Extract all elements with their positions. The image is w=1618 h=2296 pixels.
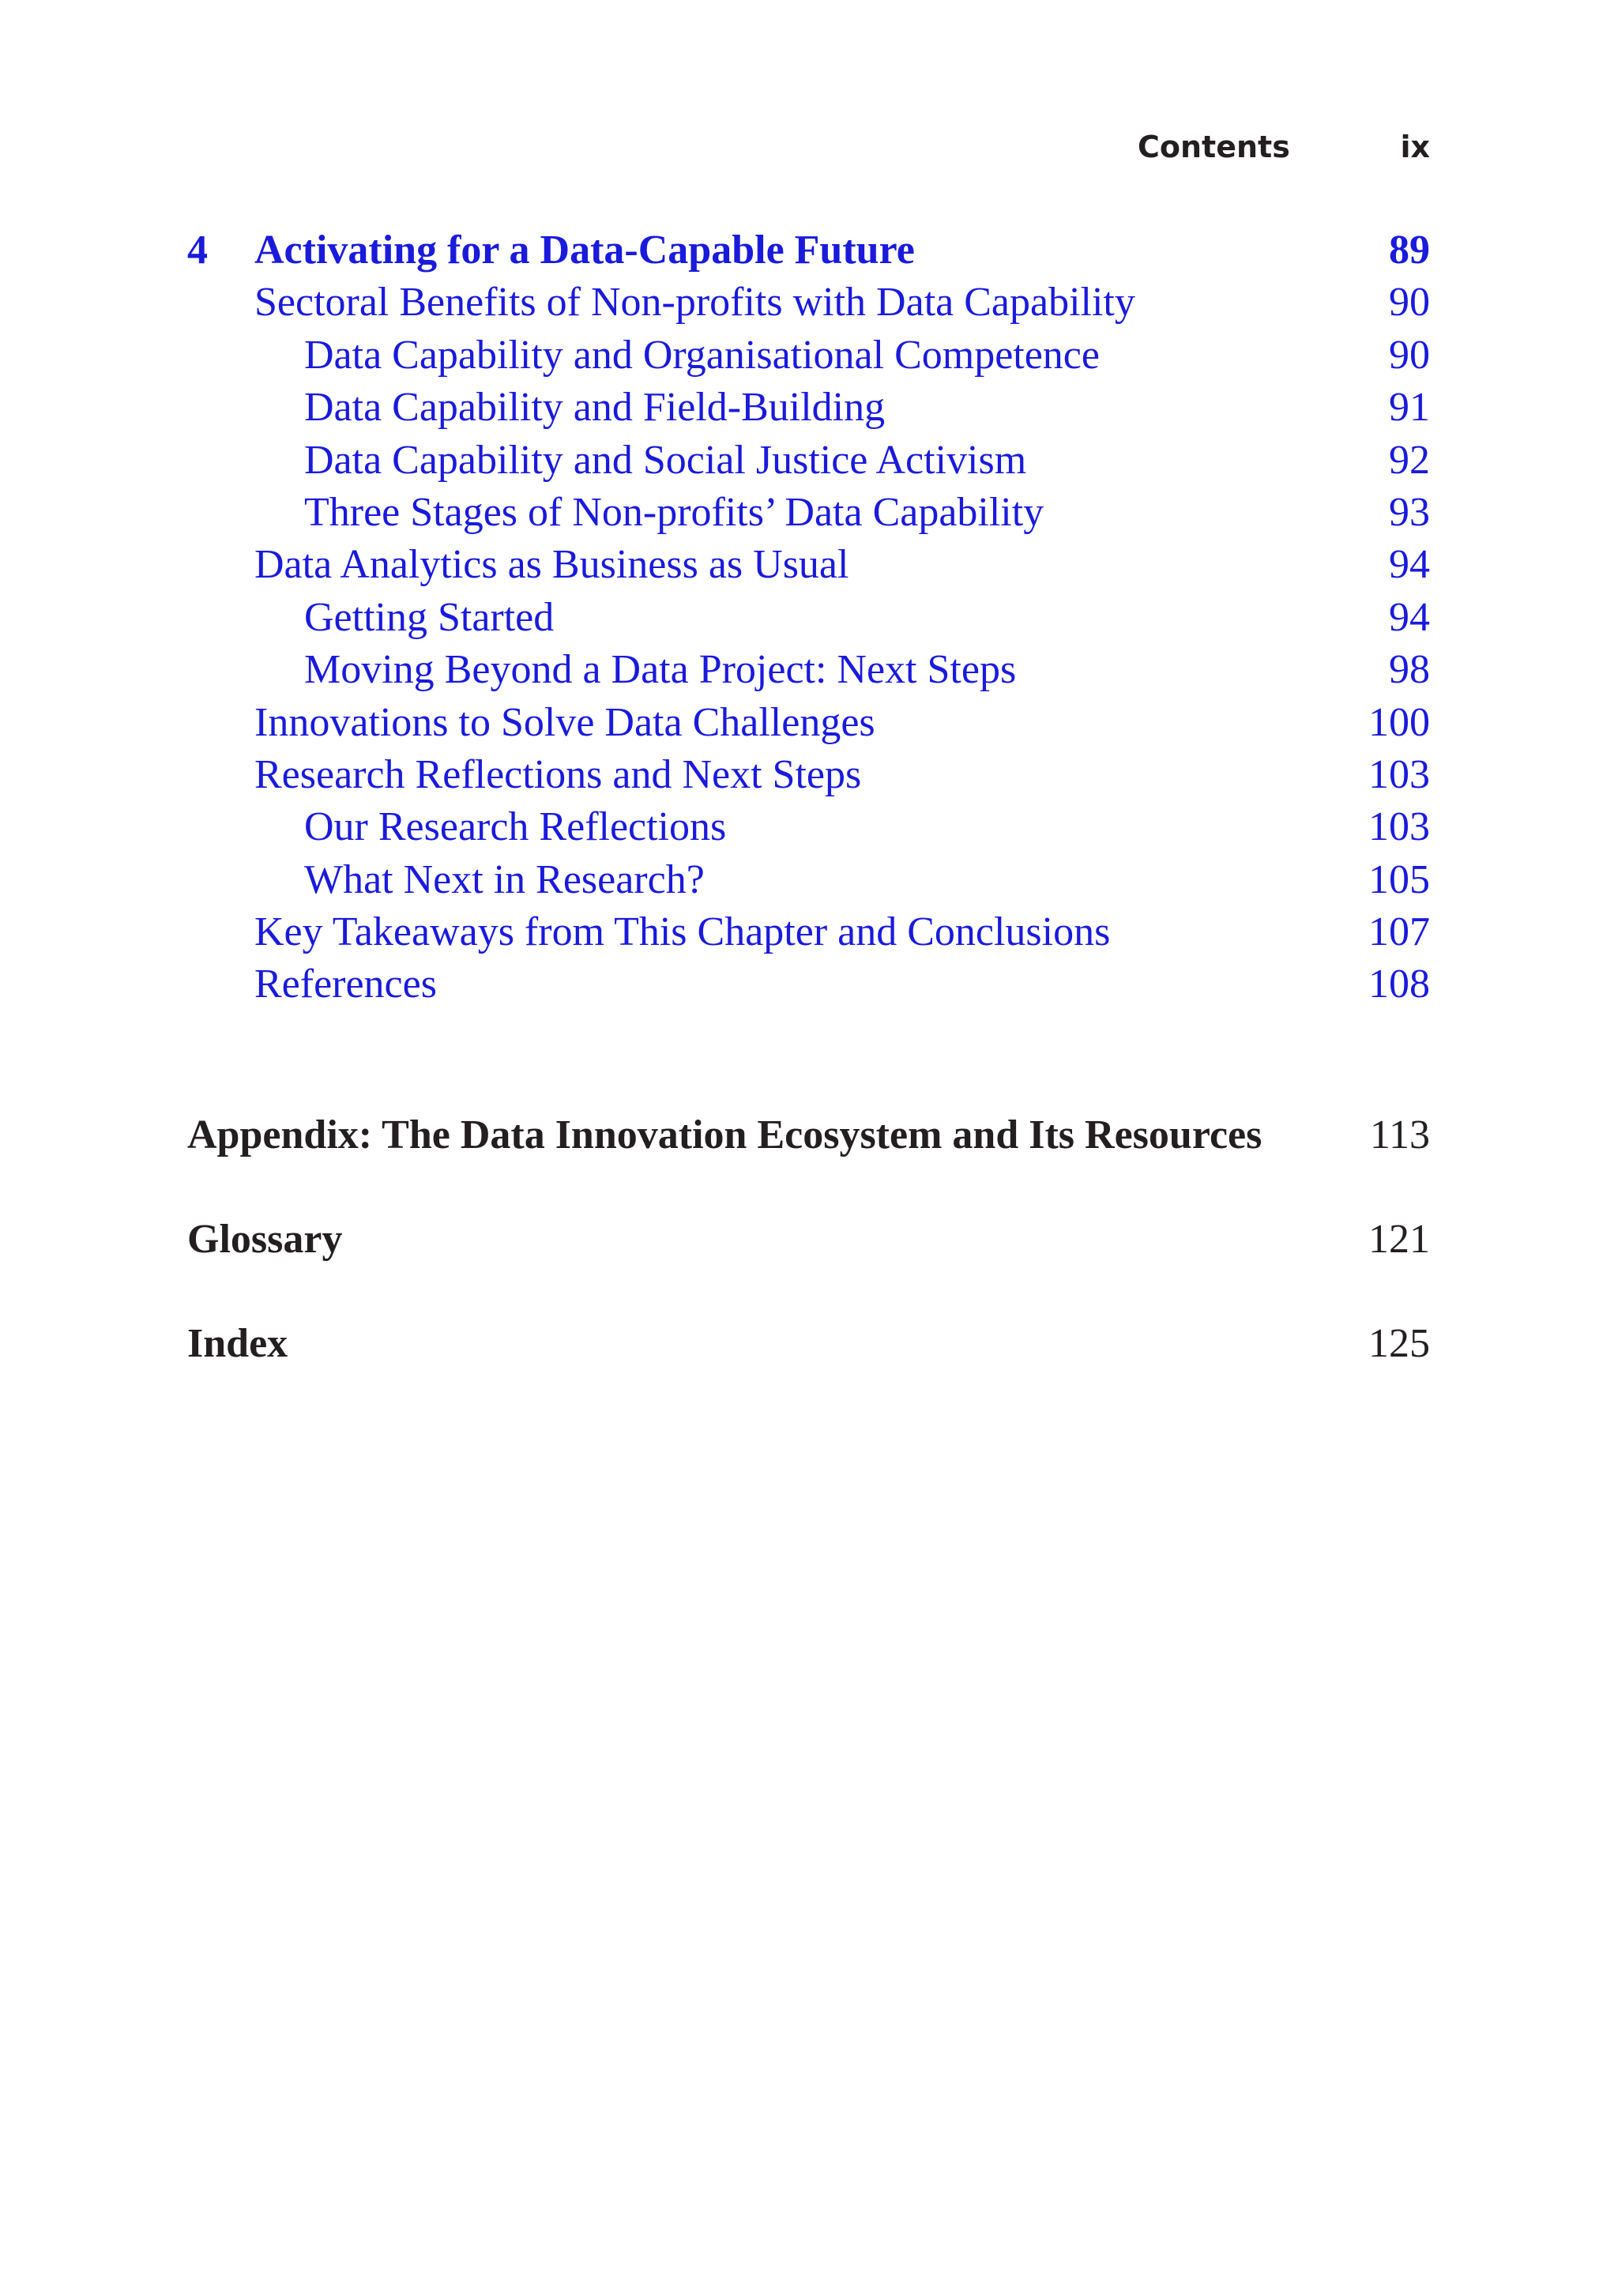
toc-entry-page: 90 — [1389, 280, 1430, 326]
toc-entry-label: Three Stages of Non-profits’ Data Capability — [304, 489, 1044, 535]
toc-entry-page: 93 — [1389, 489, 1430, 535]
toc-entry-page: 92 — [1389, 437, 1430, 483]
back-matter-entry-index — [187, 1318, 1430, 1370]
toc-section-entry[interactable] — [187, 277, 1430, 329]
toc-entry-page: 103 — [1368, 804, 1430, 850]
back-matter-label: Appendix: The Data Innovation Ecosystem and Its Resources — [187, 1112, 1262, 1157]
toc-entry-page: 103 — [1368, 751, 1430, 797]
toc-entry-label: Data Analytics as Business as Usual — [254, 542, 849, 588]
toc-subsection-entry[interactable] — [187, 592, 1430, 644]
back-matter-page: 113 — [1369, 1112, 1430, 1157]
chapter-title: Activating for a Data-Capable Future — [254, 228, 915, 273]
toc-section-entry[interactable] — [187, 906, 1430, 958]
toc-entry-label: Sectoral Benefits of Non-profits with Data Capability — [254, 280, 1135, 326]
back-matter-page: 125 — [1368, 1321, 1430, 1366]
running-head-page-number: ix — [1400, 130, 1430, 164]
toc-entry-label: Moving Beyond a Data Project: Next Steps — [304, 647, 1017, 693]
toc-entry-label: Data Capability and Organisational Competence — [304, 332, 1100, 378]
toc-subsection-entry[interactable] — [187, 487, 1430, 539]
toc-entry-label: Key Takeaways from This Chapter and Conclusions — [254, 909, 1111, 955]
chapter-number: 4 — [187, 228, 208, 273]
toc-entry-label: What Next in Research? — [304, 856, 705, 902]
toc-entry-page: 105 — [1368, 856, 1430, 902]
toc-subsection-entry[interactable] — [187, 382, 1430, 434]
toc-subsection-entry[interactable] — [187, 854, 1430, 906]
toc-entry-label: Innovations to Solve Data Challenges — [254, 699, 875, 745]
running-head-title: Contents — [1138, 130, 1290, 164]
back-matter-page: 121 — [1368, 1217, 1430, 1262]
toc-entry-page: 100 — [1368, 699, 1430, 745]
back-matter-label: Index — [187, 1321, 288, 1366]
chapter-page: 89 — [1389, 228, 1430, 273]
toc-entry-page: 98 — [1389, 647, 1430, 693]
back-matter-entry-glossary — [187, 1214, 1430, 1266]
toc-entry-label: Getting Started — [304, 594, 555, 640]
back-matter-label: Glossary — [187, 1217, 343, 1262]
toc-chapter-entry[interactable] — [187, 224, 1430, 277]
toc-section-entry[interactable] — [187, 749, 1430, 801]
running-head — [1138, 125, 1430, 169]
toc-section-entry[interactable] — [187, 697, 1430, 749]
toc-entry-page: 94 — [1389, 594, 1430, 640]
toc-section-entry[interactable] — [187, 958, 1430, 1011]
toc-entry-page: 107 — [1368, 909, 1430, 955]
toc-subsection-entry[interactable] — [187, 801, 1430, 853]
toc-subsection-entry[interactable] — [187, 435, 1430, 487]
toc-entry-page: 90 — [1389, 332, 1430, 378]
toc-subsection-entry[interactable] — [187, 644, 1430, 696]
toc-subsection-entry[interactable] — [187, 329, 1430, 382]
toc-entry-label: References — [254, 962, 437, 1007]
toc-entry-label: Data Capability and Social Justice Activism — [304, 437, 1027, 483]
table-of-contents — [187, 224, 1430, 1011]
toc-entry-label: Data Capability and Field-Building — [304, 385, 886, 431]
toc-entry-page: 94 — [1389, 542, 1430, 588]
toc-entry-label: Research Reflections and Next Steps — [254, 751, 862, 797]
back-matter-entry-appendix — [187, 1109, 1430, 1161]
toc-entry-label: Our Research Reflections — [304, 804, 727, 850]
toc-section-entry[interactable] — [187, 539, 1430, 591]
toc-entry-page: 91 — [1389, 385, 1430, 431]
toc-entry-page: 108 — [1368, 962, 1430, 1007]
